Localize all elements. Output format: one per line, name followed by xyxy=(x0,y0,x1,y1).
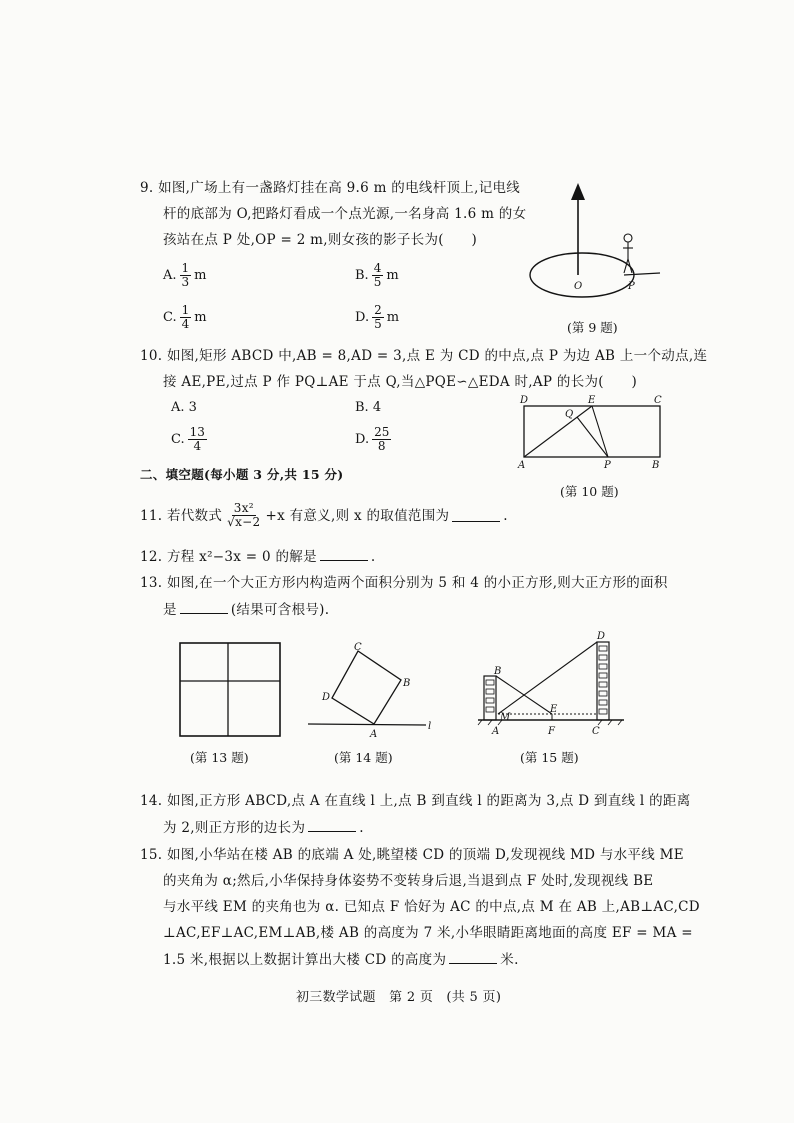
frac-num: 1 xyxy=(181,303,190,317)
caption-q14: (第 14 题) xyxy=(334,750,393,765)
label-p: P xyxy=(628,281,635,292)
figure-10 xyxy=(512,392,672,472)
label-c: C xyxy=(654,395,662,406)
q9-option-a xyxy=(163,262,207,289)
frac-den: 4 xyxy=(193,439,202,453)
q15-line-3: 与水平线 EM 的夹角也为 α. 已知点 F 恰好为 AC 的中点,点 M 在 AB 上,AB⊥AC,CD xyxy=(163,899,700,915)
frac-num: 2 xyxy=(374,303,382,317)
q15-line-2: 的夹角为 α;然后,小华保持身体姿势不变转身后退,当退到点 F 处时,发现视线 BE xyxy=(163,873,654,889)
caption-q10: (第 10 题) xyxy=(560,484,619,499)
unit: m xyxy=(386,310,400,325)
option-label: B. xyxy=(355,268,369,283)
label-e: E xyxy=(588,395,596,406)
q12-pre: 12. 方程 x²−3x = 0 的解是 xyxy=(140,549,317,565)
q9-line-2: 杆的底部为 O,把路灯看成一个点光源,一名身高 1.6 m 的女 xyxy=(163,206,527,222)
line-l xyxy=(308,724,426,725)
label-d: D xyxy=(597,631,606,642)
label-a: A xyxy=(370,729,378,740)
label-e: E xyxy=(550,704,558,715)
frac-den: 5 xyxy=(373,275,382,289)
frac-den: 3 xyxy=(181,275,190,289)
label-b: B xyxy=(403,678,411,689)
q15-line-1: 15. 如图,小华站在楼 AB 的底端 A 处,眺望楼 CD 的顶端 D,发现视线 MD 与水平线 ME xyxy=(140,847,684,863)
q9-line-1: 9. 如图,广场上有一盏路灯挂在高 9.6 m 的电线杆顶上,记电线 xyxy=(140,180,521,196)
q14-line-2 xyxy=(163,819,364,836)
q11-pre: 11. 若代数式 xyxy=(140,507,223,524)
label-d: D xyxy=(322,692,331,703)
segment-pq xyxy=(577,417,608,457)
frac-num: 3x² xyxy=(233,501,254,515)
q15-pre: 1.5 米,根据以上数据计算出大楼 CD 的高度为 xyxy=(163,952,447,968)
frac-num: 1 xyxy=(181,261,190,275)
unit: m xyxy=(194,310,207,325)
option-label: C. xyxy=(163,310,177,325)
label-a: A xyxy=(518,460,526,471)
frac-den: 4 xyxy=(181,317,190,331)
segment-ae xyxy=(524,406,592,457)
answer-blank[interactable] xyxy=(449,951,497,964)
unit: m xyxy=(194,268,207,283)
q10-line-2: 接 AE,PE,过点 P 作 PQ⊥AE 于点 Q,当△PQE∽△EDA 时,AP 的长为( ) xyxy=(163,374,638,390)
square-abcd xyxy=(332,651,401,724)
answer-blank[interactable] xyxy=(308,819,356,832)
figure-9 xyxy=(520,175,670,305)
caption-q15: (第 15 题) xyxy=(520,750,579,765)
label-l: l xyxy=(428,721,432,732)
q10-option-c xyxy=(171,426,210,453)
q9-line-3: 孩站在点 P 处,OP = 2 m,则女孩的影子长为( ) xyxy=(163,232,478,248)
option-label: D. xyxy=(355,310,370,325)
answer-blank[interactable] xyxy=(320,548,368,561)
frac-den: 8 xyxy=(377,439,386,453)
lamp-icon xyxy=(571,183,585,200)
page-footer: 初三数学试题 第 2 页 (共 5 页) xyxy=(296,990,502,1005)
frac-num: 4 xyxy=(373,261,382,275)
label-a: A xyxy=(492,726,500,737)
q13-line-1: 13. 如图,在一个大正方形内构造两个面积分别为 5 和 4 的小正方形,则大正方形的面积 xyxy=(140,575,668,591)
q9-option-d xyxy=(355,304,399,331)
rectangle-abcd xyxy=(524,406,660,457)
q10-option-d xyxy=(355,426,394,453)
q13-pre: 是 xyxy=(163,602,177,618)
caption-q9: (第 9 题) xyxy=(567,320,618,335)
label-c: C xyxy=(354,642,362,653)
frac-den: 5 xyxy=(374,317,382,331)
q9-option-b xyxy=(355,262,399,289)
label-m: M xyxy=(500,712,511,723)
q13-line-2 xyxy=(163,601,329,618)
option-label: D. xyxy=(355,432,370,447)
girl-icon xyxy=(624,234,632,242)
label-c: C xyxy=(592,726,600,737)
label-q: Q xyxy=(565,409,574,420)
q11 xyxy=(140,502,508,529)
frac-den: √x−2 xyxy=(227,515,261,529)
big-square xyxy=(180,643,280,736)
q13-post: (结果可含根号). xyxy=(230,602,330,618)
figure-13 xyxy=(178,640,283,740)
label-o: O xyxy=(574,281,583,292)
q15-line-5 xyxy=(163,951,519,968)
figure-15 xyxy=(476,628,626,738)
label-p: P xyxy=(604,460,611,471)
label-f: F xyxy=(548,726,555,737)
q10-line-1: 10. 如图,矩形 ABCD 中,AB = 8,AD = 3,点 E 为 CD 的中点,点 P 为边 AB 上一个动点,连 xyxy=(140,348,708,364)
q14-pre: 为 2,则正方形的边长为 xyxy=(163,820,306,836)
q15-post: 米. xyxy=(500,952,519,968)
figure-14 xyxy=(306,640,446,740)
q9-option-c xyxy=(163,304,207,331)
q14-end: . xyxy=(359,820,364,836)
option-label: C. xyxy=(171,432,185,447)
q12 xyxy=(140,548,375,565)
q15-line-4: ⊥AC,EF⊥AC,EM⊥AB,楼 AB 的高度为 7 米,小华眼睛距离地面的高度 EF = MA = xyxy=(163,925,693,941)
caption-q13: (第 13 题) xyxy=(190,750,249,765)
segment-pe xyxy=(592,406,608,457)
q11-end: . xyxy=(503,507,508,524)
label-b: B xyxy=(494,666,502,677)
sight-md xyxy=(498,642,597,714)
label-d: D xyxy=(520,395,529,406)
option-label: A. xyxy=(163,268,177,283)
answer-blank[interactable] xyxy=(180,601,228,614)
q14-line-1: 14. 如图,正方形 ABCD,点 A 在直线 l 上,点 B 到直线 l 的距离为 3,点 D 到直线 l 的距离 xyxy=(140,793,691,809)
q11-post: +x 有意义,则 x 的取值范围为 xyxy=(265,507,450,524)
frac-num: 25 xyxy=(374,425,390,439)
q10-option-b: B. 4 xyxy=(355,400,382,415)
section-heading: 二、填空题(每小题 3 分,共 15 分) xyxy=(140,467,344,482)
unit: m xyxy=(386,268,399,283)
label-b: B xyxy=(652,460,660,471)
building-cd xyxy=(597,642,609,720)
answer-blank[interactable] xyxy=(452,509,500,522)
q12-end: . xyxy=(370,549,376,565)
frac-num: 13 xyxy=(189,425,205,439)
q10-option-a: A. 3 xyxy=(171,400,197,415)
